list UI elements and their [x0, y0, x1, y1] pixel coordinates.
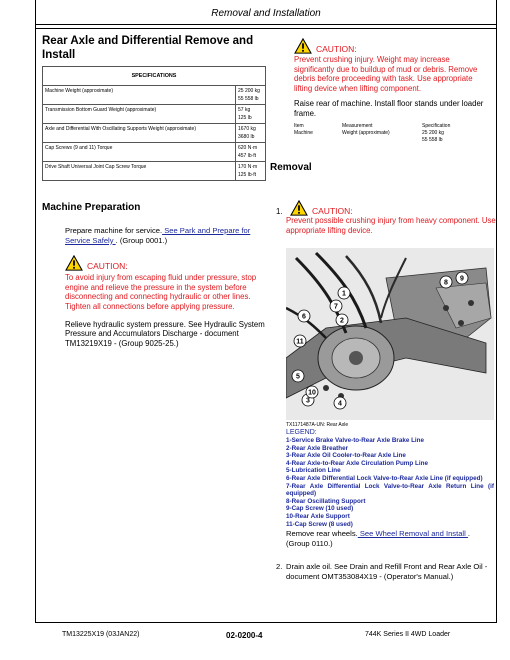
mini-imperial: 55 558 lb	[422, 136, 443, 143]
figure-caption: TX1171487A-UN: Rear Axle	[286, 422, 349, 428]
mini-col-item: Item	[294, 122, 304, 129]
callout-5	[292, 370, 304, 382]
crushing-caution-text: Prevent crushing injury. Weight may increase significantly due to buildup of mud or debris. Remove debris before proceeding with task. Use appropriate lifting device when lifting component.	[294, 55, 478, 93]
footer-rule	[35, 622, 497, 623]
list-item: 11-Cap Screw (8 used)	[286, 520, 353, 528]
callout-number: 7	[334, 303, 338, 311]
spec-label: Cap Screws (9 and 11) Torque	[43, 143, 236, 162]
callout-8	[440, 276, 452, 288]
warning-triangle-icon	[290, 200, 308, 216]
table-row	[43, 143, 266, 162]
callout-number: 10	[308, 389, 316, 397]
header-rule	[35, 24, 497, 25]
spec-imperial: 457 lb·ft	[238, 153, 257, 159]
spec-metric: 57 kg	[238, 107, 251, 113]
rear-axle-illustration	[286, 248, 494, 420]
spec-imperial: 125 lb·ft	[238, 172, 257, 178]
spec-metric: 1670 kg	[238, 126, 256, 132]
callout-number: 6	[302, 313, 306, 321]
callout-number: 8	[444, 279, 448, 287]
callout-number: 5	[296, 373, 300, 381]
caution-block	[294, 38, 492, 54]
list-item: 3-Rear Axle Oil Cooler-to-Rear Axle Line	[286, 452, 406, 460]
rear-axle-figure	[286, 248, 494, 420]
remove-wheels-paragraph	[286, 529, 494, 548]
spec-label: Drive Shaft Universal Joint Cap Screw Torque	[43, 162, 236, 181]
caution-label: CAUTION:	[87, 261, 128, 272]
mini-cell	[422, 130, 482, 144]
spec-imperial: 125 lb	[238, 115, 252, 121]
step1-tail: . (Group 0110.)	[286, 529, 471, 548]
mini-cell: Weight (approximate)	[342, 129, 390, 136]
callout-10	[306, 386, 318, 398]
mini-col-measurement: Measurement	[342, 122, 373, 129]
table-row	[43, 162, 266, 181]
callout-6	[298, 310, 310, 322]
callout-1	[338, 287, 350, 299]
step-number: 2.	[276, 562, 283, 571]
prep-tail: . (Group 0001.)	[115, 235, 168, 245]
step-number: 1.	[276, 207, 283, 216]
footer-page-number: 02-0200-4	[226, 631, 263, 640]
step1-caution-text: Prevent possible crushing injury from heavy component. Use appropriate lifting device.	[286, 216, 496, 235]
callout-number: 9	[460, 275, 464, 283]
callout-9	[456, 272, 468, 284]
mini-cell: Machine	[294, 129, 313, 136]
caution-block	[290, 200, 353, 216]
callout-number: 4	[338, 400, 342, 408]
wheel-removal-link[interactable]: See Wheel Removal and Install	[357, 529, 468, 539]
spec-label: Axle and Differential With Oscillating Supports Weight (approximate)	[43, 124, 236, 143]
callout-2	[336, 314, 348, 326]
callout-11	[294, 335, 306, 347]
table-row	[43, 105, 266, 124]
spec-metric: 25 200 kg	[238, 88, 260, 94]
spec-metric: 620 N·m	[238, 145, 258, 151]
prep-text: Prepare machine for service.	[65, 226, 163, 235]
mini-table-header	[294, 123, 492, 130]
removal-title: Removal	[270, 162, 312, 173]
spec-label: Transmission Bottom Guard Weight (approximate)	[43, 105, 236, 124]
caution-text: To avoid injury from escaping fluid under pressure, stop engine and relieve the pressure in the system before disconnecting and connecting hydraulic or other lines. Tighten all connections before applying pressure.	[65, 273, 257, 311]
machine-prep-title: Machine Preparation	[42, 202, 141, 213]
list-item: 8-Rear Oscillating Support	[286, 497, 366, 505]
table-row	[294, 130, 492, 144]
list-item: 4-Rear Axle-to-Rear Axle Circulation Pump Line	[286, 459, 428, 467]
caution-label: CAUTION:	[316, 44, 357, 54]
warning-triangle-icon	[65, 255, 83, 271]
table-row	[43, 124, 266, 143]
callout-number: 2	[340, 317, 344, 325]
section-title: Rear Axle and Differential Remove and Install	[42, 35, 254, 61]
specifications-table	[42, 66, 266, 181]
list-item: 6-Rear Axle Differential Lock Valve-to-Rear Axle Line (if equipped)	[286, 474, 483, 482]
list-item: 9-Cap Screw (10 used)	[286, 505, 354, 513]
list-item: 1-Service Brake Valve-to-Rear Axle Brake Line	[286, 437, 425, 444]
footer-doc-id: TM13225X19 (03JAN22)	[62, 631, 140, 638]
callout-7	[330, 300, 342, 312]
list-item: 7-Rear Axle Differential Lock Valve-to-Rear Axle Return Line (if equipped)	[286, 482, 494, 498]
spec-imperial: 55 558 lb	[238, 96, 259, 102]
spec-label: Machine Weight (approximate)	[43, 86, 236, 105]
table-row	[43, 86, 266, 105]
page-header-title: Removal and Installation	[211, 8, 321, 19]
mini-col-specification: Specification	[422, 122, 451, 129]
spec-imperial: 3680 lb	[238, 134, 255, 140]
header-rule-2	[35, 28, 497, 29]
footer-machine-name: 744K Series II 4WD Loader	[365, 631, 451, 638]
callout-4	[334, 397, 346, 409]
machine-prep-paragraph	[65, 226, 265, 245]
list-item: 10-Rear Axle Support	[286, 512, 350, 520]
list-item: 5-Lubrication Line	[286, 467, 341, 475]
relieve-pressure-text: Relieve hydraulic system pressure. See Hydraulic System Pressure and Accumulators Discharge - document TM13219X19 - (Group 9025-25.)	[65, 319, 265, 348]
warning-triangle-icon	[294, 38, 312, 54]
drain-oil-text: Drain axle oil. See Drain and Refill Front and Rear Axle Oil - document OMT353084X19 - (Operator's Manual.)	[286, 562, 488, 581]
callout-number: 1	[342, 290, 346, 298]
specifications-heading: SPECIFICATIONS	[43, 67, 266, 86]
spec-metric: 170 N·m	[238, 164, 258, 170]
callout-number: 3	[306, 397, 310, 405]
legend-title: LEGEND:	[286, 429, 317, 436]
caution-block	[65, 255, 265, 271]
caution-label: CAUTION:	[312, 206, 353, 216]
list-item: 2-Rear Axle Breather	[286, 444, 349, 452]
callout-number: 11	[296, 338, 304, 346]
park-prepare-link[interactable]: See Park and Prepare for Service Safely	[65, 226, 251, 245]
step1-text: Remove rear wheels.	[286, 529, 358, 539]
weight-mini-table	[294, 123, 492, 144]
raise-machine-text: Raise rear of machine. Install floor stands under loader frame.	[294, 99, 484, 118]
mini-metric: 25 200 kg	[422, 129, 444, 136]
